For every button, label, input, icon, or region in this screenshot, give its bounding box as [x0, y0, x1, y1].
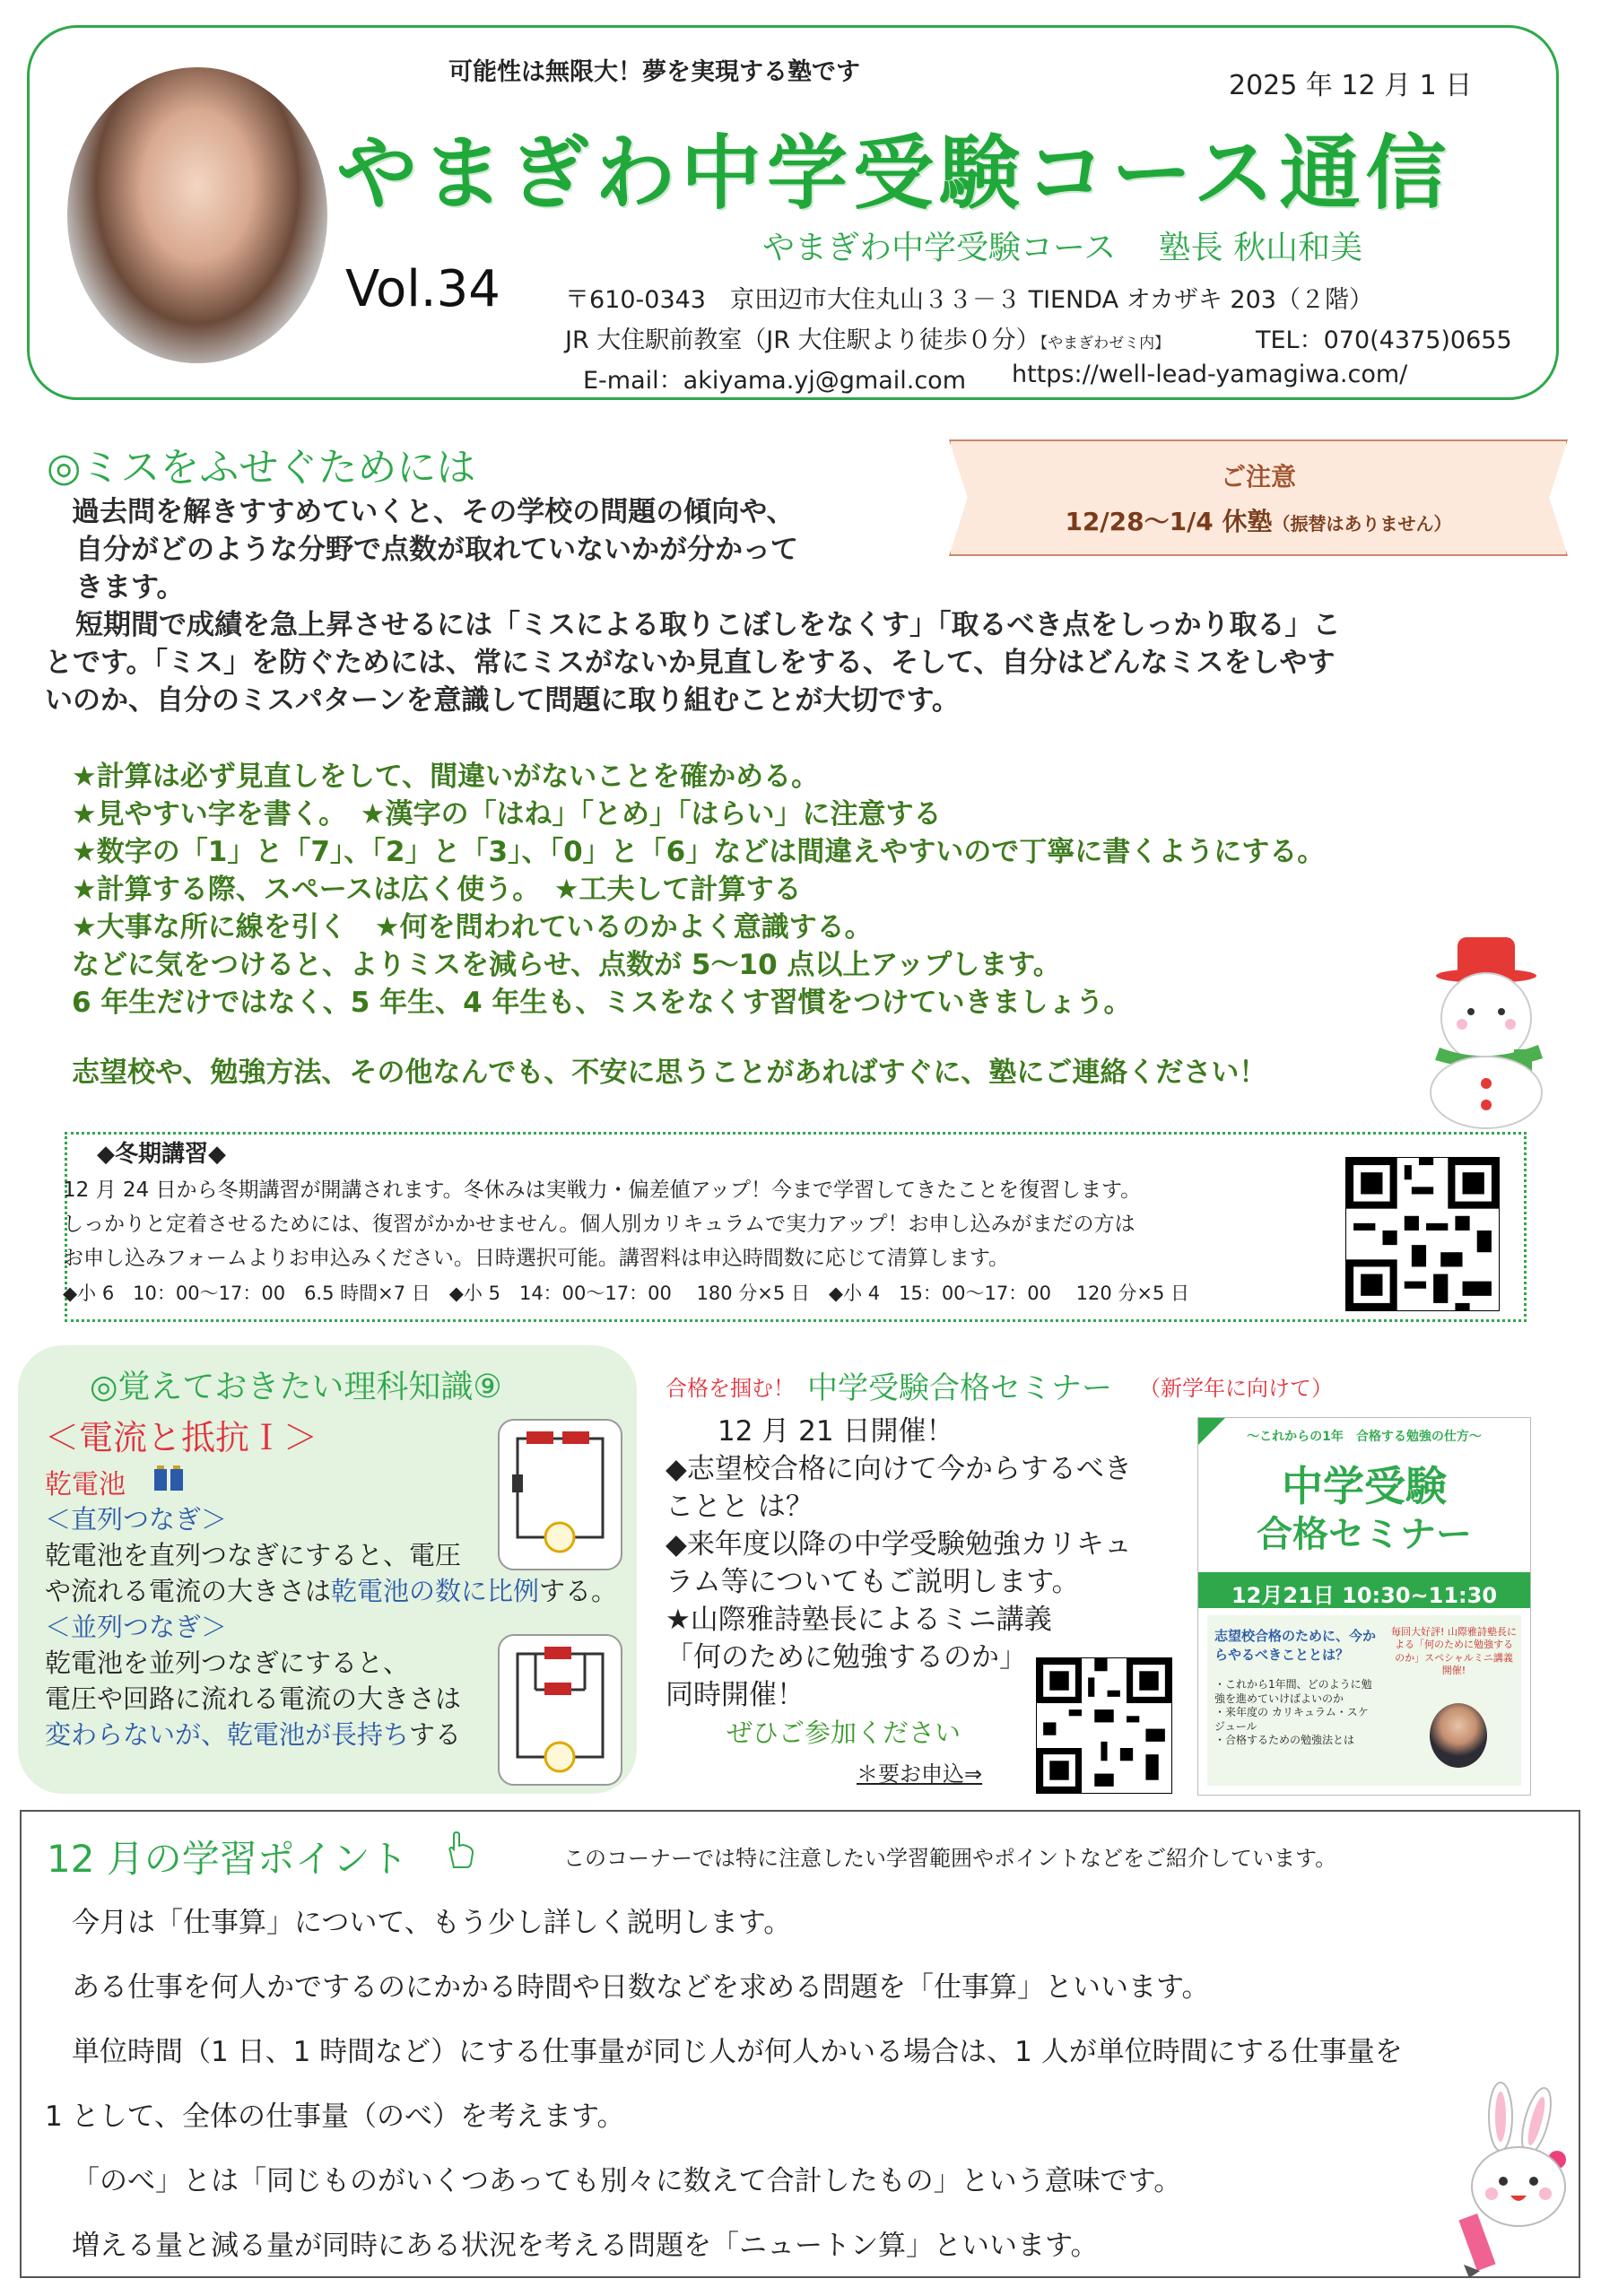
rabbit-mascot-icon — [1451, 2081, 1577, 2278]
miss-text: とです。「ミス」を防ぐためには、常にミスがないか見直しをする、そして、自分はどんなミスをしやす — [45, 647, 1336, 679]
email-link[interactable]: E-mail：akiyama.yj@gmail.com — [583, 367, 967, 395]
seminar-item: ラム等についてもご説明します。 — [666, 1566, 1080, 1598]
pointing-hand-icon — [441, 1831, 477, 1871]
notice-dates: 12/28～1/4 休塾 — [1065, 507, 1273, 536]
seminar-lead: 合格を掴む！ — [666, 1376, 795, 1401]
newsletter-subtitle: やまぎわ中学受験コース 塾長 秋山和美 — [762, 230, 1363, 266]
tip-item: ★計算する際、スペースは広く使う。 ★工夫して計算する — [72, 874, 802, 906]
miss-text: いのか、自分のミスパターンを意識して問題に取り組むことが大切です。 — [45, 684, 960, 717]
flyer-title-1: 中学受験 — [1282, 1462, 1447, 1510]
parallel-heading: ＜並列つなぎ＞ — [45, 1612, 228, 1642]
winter-text: お申し込みフォームよりお申込みください。日時選択可能。講習料は申込時間数に応じて清算します。 — [63, 1247, 1010, 1270]
parallel-emphasis: 変わらないが、 — [45, 1719, 228, 1750]
newsletter-title: やまぎわ中学受験コース通信 — [336, 126, 1452, 221]
winter-qr-code-icon[interactable] — [1345, 1157, 1500, 1311]
tel: TEL：070(4375)0655 — [1256, 326, 1512, 354]
parallel-text: する — [409, 1719, 462, 1750]
issue-date: 2025 年 12 月 1 日 — [1229, 70, 1473, 101]
flyer-items — [1214, 1678, 1376, 1748]
miss-text: 自分がどのような分野で点数が取れていないかが分かって — [75, 534, 798, 566]
miss-text: 過去問を解きすすめていくと、その学校の問題の傾向や、 — [72, 496, 795, 528]
winter-schedule: ◆小 6 10：00～17：00 6.5 時間×7 日 ◆小 5 14：00～17：00 180 分×5 日 ◆小 4 15：00～17：00 120 分×5 日 — [63, 1283, 1190, 1304]
tip-item: ★数字の「1」と「7」、「2」と「3」、「0」と「6」などは間違えやすいので丁寧に書くようにする。 — [72, 836, 1326, 868]
series-text: 乾電池を直列つなぎにすると、電圧 — [45, 1540, 462, 1570]
flyer-time: 12月21日 10:30~11:30 — [1231, 1583, 1498, 1608]
flyer-right-text: 毎回大好評! 山際雅詩塾長による「何のために勉強するのか」スペシャルミニ講義 開催! — [1391, 1626, 1517, 1676]
miss-section-title: ◎ミスをふせぐためには — [47, 445, 476, 491]
series-circuit-icon — [498, 1419, 622, 1570]
seminar-invite: ぜひご参加ください — [727, 1718, 961, 1748]
learning-points-note: このコーナーでは特に注意したい学習範囲やポイントなどをご紹介しています。 — [563, 1846, 1337, 1871]
points-text: ある仕事を何人かでするのにかかる時間や日数などを求める問題を「仕事算」といいます。 — [72, 1971, 1210, 2004]
seminar-flyer — [1197, 1417, 1531, 1796]
science-title: ◎覚えておきたい理科知識⑨ — [90, 1369, 502, 1405]
tip-item: などに気をつけると、よりミスを減らせ、点数が 5～10 点以上アップします。 — [72, 949, 1061, 981]
website-link[interactable]: https://well-lead-yamagiwa.com/ — [1012, 361, 1408, 388]
notice-body — [949, 502, 1568, 538]
seminar-item: ★山際雅詩塾長によるミニ講義 — [666, 1604, 1052, 1636]
parallel-text: 電圧や回路に流れる電流の大きさは — [45, 1683, 462, 1714]
points-text: 今月は「仕事算」について、もう少し詳しく説明します。 — [72, 1907, 792, 1939]
seminar-apply-link[interactable]: ＊要お申込⇒ — [857, 1761, 983, 1787]
parallel-emphasis: 乾電池が長持ち — [227, 1719, 410, 1750]
closing-message: 志望校や、勉強方法、その他なんでも、不安に思うことがあればすぐに、塾にご連絡ください！ — [72, 1057, 1267, 1089]
seminar-item: ◆志望校合格に向けて今からするべき — [666, 1453, 1132, 1485]
battery-icon — [152, 1464, 188, 1494]
series-text: する。 — [539, 1576, 618, 1606]
series-heading: ＜直列つなぎ＞ — [45, 1504, 228, 1535]
seminar-item: 同時開催！ — [666, 1679, 805, 1711]
parallel-text-3 — [45, 1715, 461, 1752]
parallel-circuit-icon — [498, 1634, 622, 1786]
flyer-top: ～これからの1年 合格する勉強の仕方～ — [1247, 1430, 1482, 1444]
winter-course-title: ◆冬期講習◆ — [97, 1141, 226, 1168]
points-text: 「のべ」とは「同じものがいくつあっても別々に数えて合計したもの」という意味です。 — [72, 2165, 1182, 2197]
winter-text: 12 月 24 日から冬期講習が開講されます。冬休みは実戦力・偏差値アップ！今まで学習してきたことを復習します。 — [63, 1178, 1142, 1202]
notice-note: （振替はありません） — [1272, 513, 1452, 535]
snowman-icon — [1408, 933, 1565, 1130]
flyer-item: ・来年度の カリキュラム・スケジュール — [1214, 1706, 1369, 1733]
points-text: 増える量と減る量が同時にある状況を考える問題を「ニュートン算」といいます。 — [72, 2230, 1099, 2262]
flyer-title-2: 合格セミナー — [1257, 1514, 1472, 1555]
address: 〒610-0343 京田辺市大住丸山３３－３ TIENDA オカザキ 203（２階） — [565, 286, 1373, 314]
seminar-qr-code-icon[interactable] — [1036, 1657, 1172, 1794]
winter-text: しっかりと定着させるためには、復習がかかせません。個人別カリキュラムで実力アップ！お申し込みがまだの方は — [63, 1213, 1135, 1236]
battery-label: 乾電池 — [45, 1469, 126, 1500]
parallel-text: 乾電池を並列つなぎにすると、 — [45, 1648, 410, 1678]
science-subtitle: ＜電流と抵抗Ｉ＞ — [45, 1418, 318, 1457]
series-text-2 — [45, 1571, 617, 1608]
volume-number: Vol.34 — [345, 260, 500, 318]
seminar-title-tail: （新学年に向けて） — [1139, 1376, 1333, 1401]
points-text: 単位時間（1 日、1 時間など）にする仕事量が同じ人が何人かいる場合は、1 人が単位時間にする仕事量を — [72, 2036, 1403, 2068]
series-emphasis: 乾電池の数に比例 — [331, 1576, 540, 1606]
classroom: JR 大住駅前教室（JR 大住駅より徒歩０分） — [565, 326, 1040, 354]
miss-text: きます。 — [75, 571, 185, 604]
seminar-item: 「何のために勉強するのか」 — [666, 1641, 1027, 1674]
miss-text: 短期間で成績を急上昇させるには「ミスによる取りこぼしをなくす」「取るべき点をしっかり取る」こ — [75, 609, 1341, 641]
tip-item: 6 年生だけではなく、5 年生、4 年生も、ミスをなくす習慣をつけていきましょう。 — [72, 987, 1132, 1019]
tagline: 可能性は無限大！夢を実現する塾です — [448, 58, 860, 86]
tip-item: ★見やすい字を書く。 ★漢字の「はね」「とめ」「はらい」に注意する — [72, 798, 942, 831]
series-text: や流れる電流の大きさは — [45, 1576, 332, 1606]
seminar-date: 12 月 21 日開催！ — [718, 1415, 954, 1448]
learning-points-title: 12 月の学習ポイント — [47, 1837, 408, 1881]
flyer-question: 志望校合格のために、今からやるべきこととは？ — [1214, 1628, 1377, 1663]
seminar-title: 中学受験合格セミナー — [807, 1370, 1112, 1406]
flyer-item: ・これから1年間、どのように勉強を進めていけばよいのか — [1214, 1678, 1372, 1705]
classroom-info — [565, 320, 1170, 355]
classroom-note: 【やまぎわゼミ内】 — [1040, 335, 1170, 352]
tip-item: ★大事な所に線を引く ★何を問われているのかよく意識する。 — [72, 911, 873, 944]
flyer-item: ・合格するための勉強法とは — [1214, 1734, 1355, 1747]
lecturer-photo — [1430, 1703, 1487, 1768]
notice-title: ご注意 — [1220, 462, 1296, 491]
seminar-item: ことと は？ — [666, 1491, 814, 1523]
seminar-item: ◆来年度以降の中学受験勉強カリキュ — [666, 1528, 1132, 1561]
tip-item: ★計算は必ず見直しをして、間違いがないことを確かめる。 — [72, 761, 820, 793]
director-photo — [67, 67, 327, 363]
points-text: 1 として、全体の仕事量（のべ）を考えます。 — [45, 2100, 625, 2133]
